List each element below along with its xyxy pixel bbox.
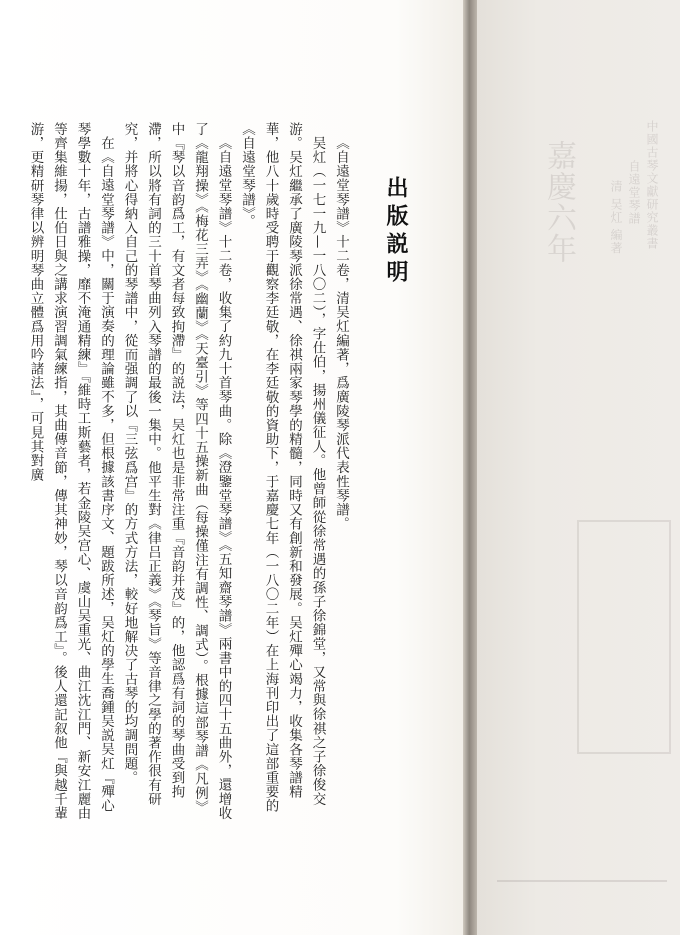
page-title: 出版説明 xyxy=(383,176,409,288)
bleed-through-text: 中國古琴文獻研究叢書 xyxy=(645,120,659,250)
bleed-through-text: 清 吴灴 編著 xyxy=(609,180,623,255)
bleed-through-text: 自遠堂琴譜 xyxy=(627,160,641,225)
bleed-through-text: 嘉慶六年 xyxy=(541,140,576,264)
paragraph: 《自遠堂琴譜》十二卷，清吴灴編著，爲廣陵琴派代表性琴譜。 xyxy=(333,135,349,531)
bleed-through-frame xyxy=(577,520,671,754)
body-text xyxy=(22,122,352,822)
bleed-through-rule xyxy=(497,880,667,882)
paragraph: 吴灴（一七一九—一八〇二），字仕伯，揚州儀征人。他曾師從徐常遇的孫子徐錦堂，又常與徐祺之子徐俊交游。吴灴繼承了廣陵琴派徐常遇、徐祺兩家琴學的精髓，同時又有創新和發展。吴灴殫心竭力，收集各琴譜精華，他八十歲時受聘于觀察李廷敬，在李廷敬的資助下，于嘉慶七年（一八〇二年）在上海刊印出了這部重要的《自遠堂琴譜》。 xyxy=(239,122,326,813)
paragraph: 《自遠堂琴譜》十二卷，收集了約九十首琴曲。除《澄鑒堂琴譜》《五知齋琴譜》兩書中的四十五曲外，還增收了《龍翔操》《梅花三弄》《幽蘭》《天臺引》等四十五操新曲（每操僅注有調性、調式）。根據這部琴譜《凡例》中『琴以音韵爲工，有文者每致拘滯』的説法，吴灴也是非常注重『音韵并茂』的，他認爲有詞的琴曲受到拘滯，所以將有詞的三十首琴曲列入琴譜的最後一集中。他平生對《律吕正義》《琴旨》等音律之學的著作很有研究，并將心得納入自己的琴譜中，從而强調了以『三弦爲宫』的方式方法，較好地解决了古琴的均調問題。 xyxy=(121,122,232,820)
book-gutter xyxy=(463,0,477,935)
right-page xyxy=(477,0,680,935)
paragraph: 在《自遠堂琴譜》中，關于演奏的理論雖不多，但根據該書序文、題跋所述，吴灴的學生喬鍾吴説吴灴『殫心琴學數十年，古譜雅操，靡不淹通精練』『維時工斯藝者，若金陵吴宫心、虞山吴重光、曲江沈江門、新安江麗由等齊集維揚，仕伯日與之講求演習調氣練指，其曲傳音節，傳其神妙，琴以音韵爲工』。後人還記叙他『與越千輩游，更精研琴律以辨明琴曲立體爲用吟諸法』，可見其對廣 xyxy=(27,122,114,821)
